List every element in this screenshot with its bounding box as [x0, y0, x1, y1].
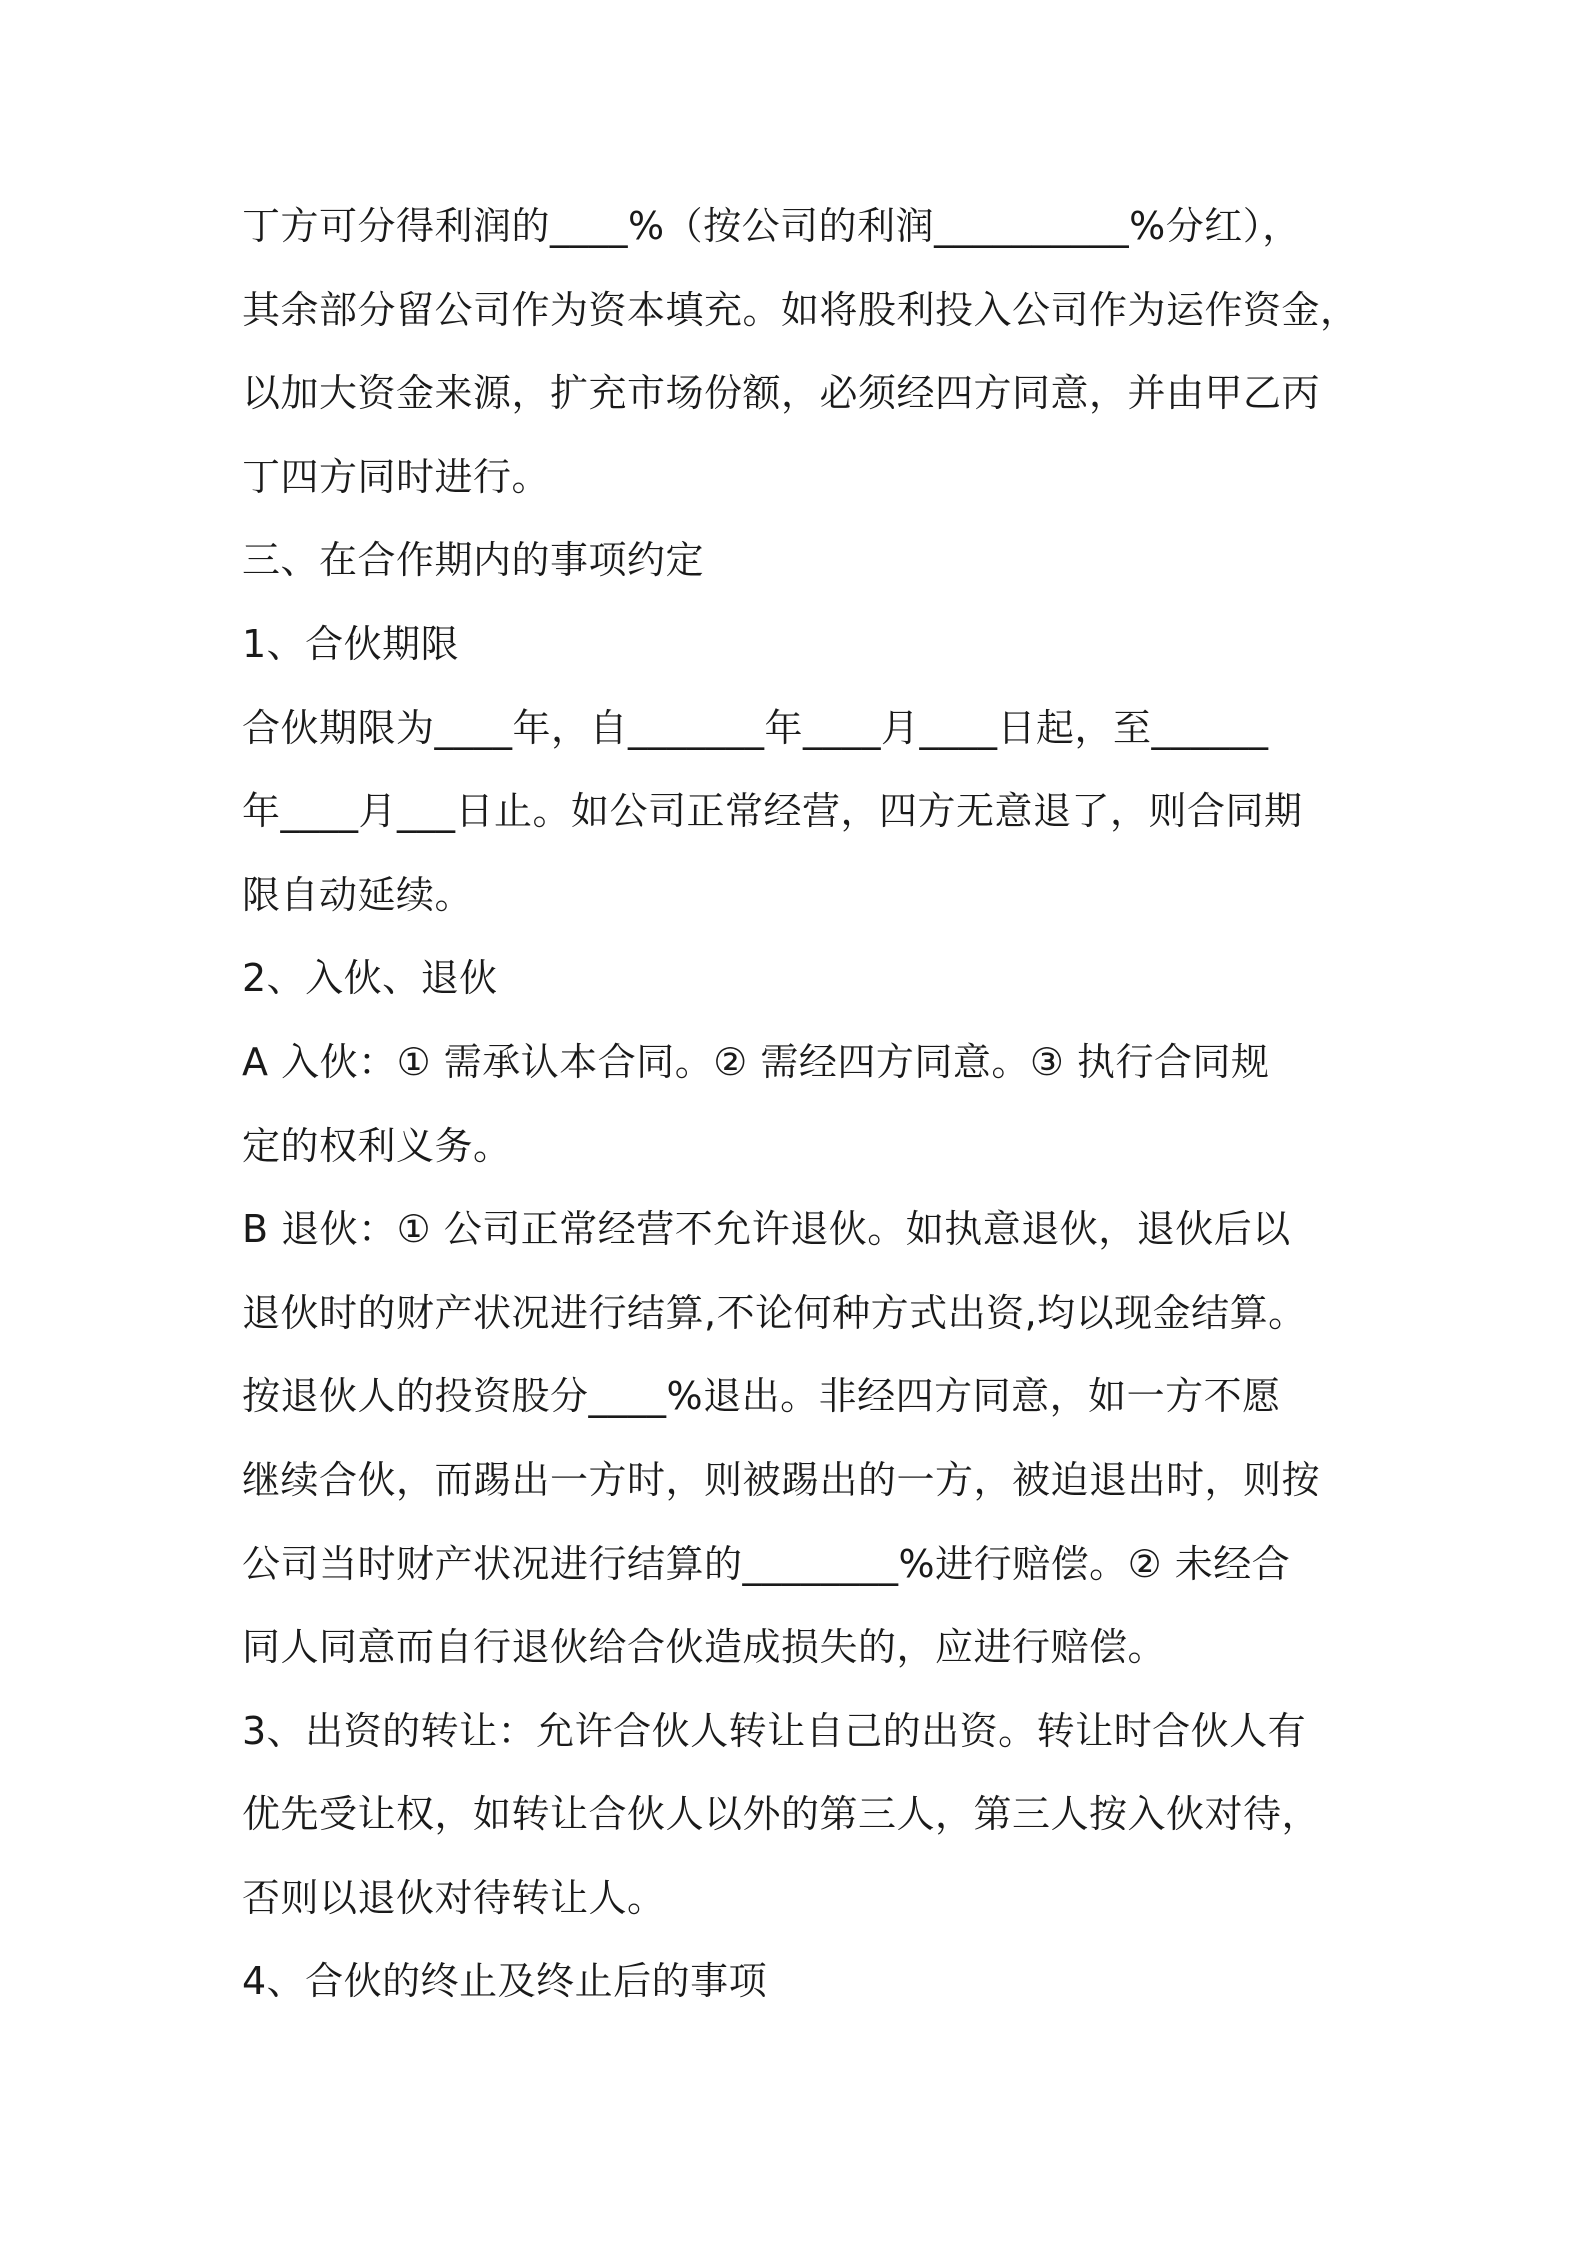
text-line: 公司当时财产状况进行结算的________%进行赔偿。② 未经合 [242, 1541, 1291, 1586]
text-line: 继续合伙，而踢出一方时，则被踢出的一方，被迫退出时，则按 [242, 1457, 1321, 1502]
text-line: 年____月___日止。如公司正常经营，四方无意退了，则合同期 [242, 789, 1303, 834]
term-line: 合伙期限为____年，自_______年____月____日起，至______ [242, 705, 1269, 750]
text-line: 按退伙人的投资股分____%退出。非经四方同意，如一方不愿 [242, 1374, 1281, 1419]
withdraw-clause-line: B 退伙：① 公司正常经营不允许退伙。如执意退伙，退伙后以 [242, 1207, 1291, 1252]
subsection-heading: 2、入伙、退伙 [242, 956, 498, 1001]
join-clause-line: A 入伙：① 需承认本合同。② 需经四方同意。③ 执行合同规 [242, 1039, 1270, 1084]
section-heading: 三、在合作期内的事项约定 [242, 538, 705, 583]
text-line: 否则以退伙对待转让人。 [242, 1875, 666, 1920]
text-line: 其余部分留公司作为资本填充。如将股利投入公司作为运作资金， [242, 287, 1359, 332]
contract-text [242, 185, 1372, 2024]
text-line: 丁四方同时进行。 [242, 454, 551, 499]
text-line: 定的权利义务。 [242, 1123, 512, 1168]
text-line: 以加大资金来源，扩充市场份额，必须经四方同意，并由甲乙丙 [242, 371, 1321, 416]
subsection-heading: 1、合伙期限 [242, 621, 460, 666]
text-line: 优先受让权，如转让合伙人以外的第三人，第三人按入伙对待， [242, 1792, 1321, 1837]
text-line: 限自动延续。 [242, 872, 474, 917]
text-line: 退伙时的财产状况进行结算,不论何种方式出资,均以现金结算。 [242, 1290, 1307, 1335]
profit-share-line: 丁方可分得利润的____%（按公司的利润__________%分红）， [242, 204, 1301, 248]
subsection-heading: 4、合伙的终止及终止后的事项 [242, 1959, 768, 2004]
transfer-clause-line: 3、出资的转让：允许合伙人转让自己的出资。转让时合伙人有 [242, 1708, 1307, 1753]
text-line: 同人同意而自行退伙给合伙造成损失的，应进行赔偿。 [242, 1625, 1167, 1670]
